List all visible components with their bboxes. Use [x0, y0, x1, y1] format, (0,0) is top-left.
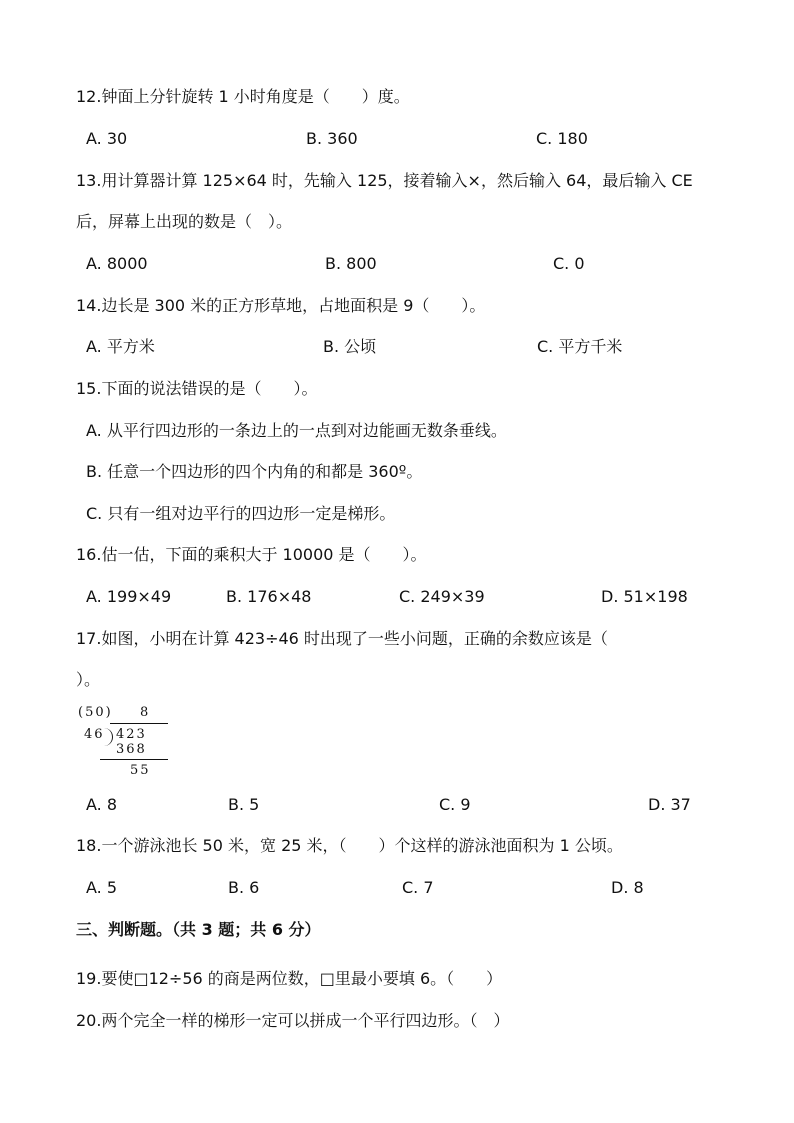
q17-option-c[interactable]: C. 9 [439, 795, 471, 814]
q18-option-b[interactable]: B. 6 [228, 878, 260, 897]
q16-option-c[interactable]: C. 249×39 [399, 587, 485, 606]
q15-option-c[interactable]: C. 只有一组对边平行的四边形一定是梯形。 [86, 504, 396, 523]
division-bracket [104, 728, 113, 746]
question-16-stem: 16.估一估，下面的乘积大于 10000 是（ ）。 [76, 545, 427, 564]
q16-option-d[interactable]: D. 51×198 [601, 587, 688, 606]
question-15-stem: 15.下面的说法错误的是（ ）。 [76, 379, 318, 398]
question-17-stem-line2: ）。 [76, 670, 101, 689]
q17-option-d[interactable]: D. 37 [648, 795, 691, 814]
q17-option-b[interactable]: B. 5 [228, 795, 260, 814]
q16-option-b[interactable]: B. 176×48 [226, 587, 312, 606]
q14-option-c[interactable]: C. 平方千米 [537, 337, 623, 356]
question-18-stem: 18.一个游泳池长 50 米，宽 25 米，（ ）个这样的游泳池面积为 1 公顷。 [76, 836, 623, 855]
subtraction-line [100, 759, 168, 760]
long-division-figure [76, 704, 172, 780]
q13-option-b[interactable]: B. 800 [325, 254, 377, 273]
division-estimate: (50) [78, 705, 113, 720]
division-divisor: 46 [84, 727, 105, 742]
q14-option-b[interactable]: B. 公顷 [323, 337, 377, 356]
question-20: 20.两个完全一样的梯形一定可以拼成一个平行四边形。（ ） [76, 1011, 510, 1030]
q13-option-a[interactable]: A. 8000 [86, 254, 148, 273]
q12-option-c[interactable]: C. 180 [536, 129, 588, 148]
q15-option-a[interactable]: A. 从平行四边形的一条边上的一点到对边能画无数条垂线。 [86, 421, 507, 440]
q12-option-a[interactable]: A. 30 [86, 129, 128, 148]
question-19: 19.要使□12÷56 的商是两位数，□里最小要填 6。（ ） [76, 969, 503, 988]
q14-option-a[interactable]: A. 平方米 [86, 337, 155, 356]
q17-option-a[interactable]: A. 8 [86, 795, 118, 814]
question-13-stem-line1: 13.用计算器计算 125×64 时，先输入 125，接着输入×，然后输入 64，最后输入 CE [76, 171, 693, 190]
section-3-title: 三、判断题。（共 3 题；共 6 分） [76, 920, 321, 939]
question-12-stem: 12.钟面上分针旋转 1 小时角度是（ ）度。 [76, 87, 410, 106]
q18-option-d[interactable]: D. 8 [611, 878, 644, 897]
division-dividend: 423 [116, 727, 147, 742]
q18-option-a[interactable]: A. 5 [86, 878, 118, 897]
q16-option-a[interactable]: A. 199×49 [86, 587, 172, 606]
q15-option-b[interactable]: B. 任意一个四边形的四个内角的和都是 360º。 [86, 462, 423, 481]
q13-option-c[interactable]: C. 0 [553, 254, 585, 273]
division-product: 368 [116, 742, 147, 757]
question-17-stem-line1: 17.如图，小明在计算 423÷46 时出现了一些小问题，正确的余数应该是（ [76, 629, 608, 648]
q12-option-b[interactable]: B. 360 [306, 129, 358, 148]
division-bar [110, 723, 168, 724]
question-13-stem-line2: 后，屏幕上出现的数是（ ）。 [76, 212, 293, 231]
division-remainder: 55 [130, 763, 151, 778]
q18-option-c[interactable]: C. 7 [402, 878, 434, 897]
question-14-stem: 14.边长是 300 米的正方形草地，占地面积是 9（ ）。 [76, 296, 486, 315]
division-quotient: 8 [140, 705, 151, 720]
